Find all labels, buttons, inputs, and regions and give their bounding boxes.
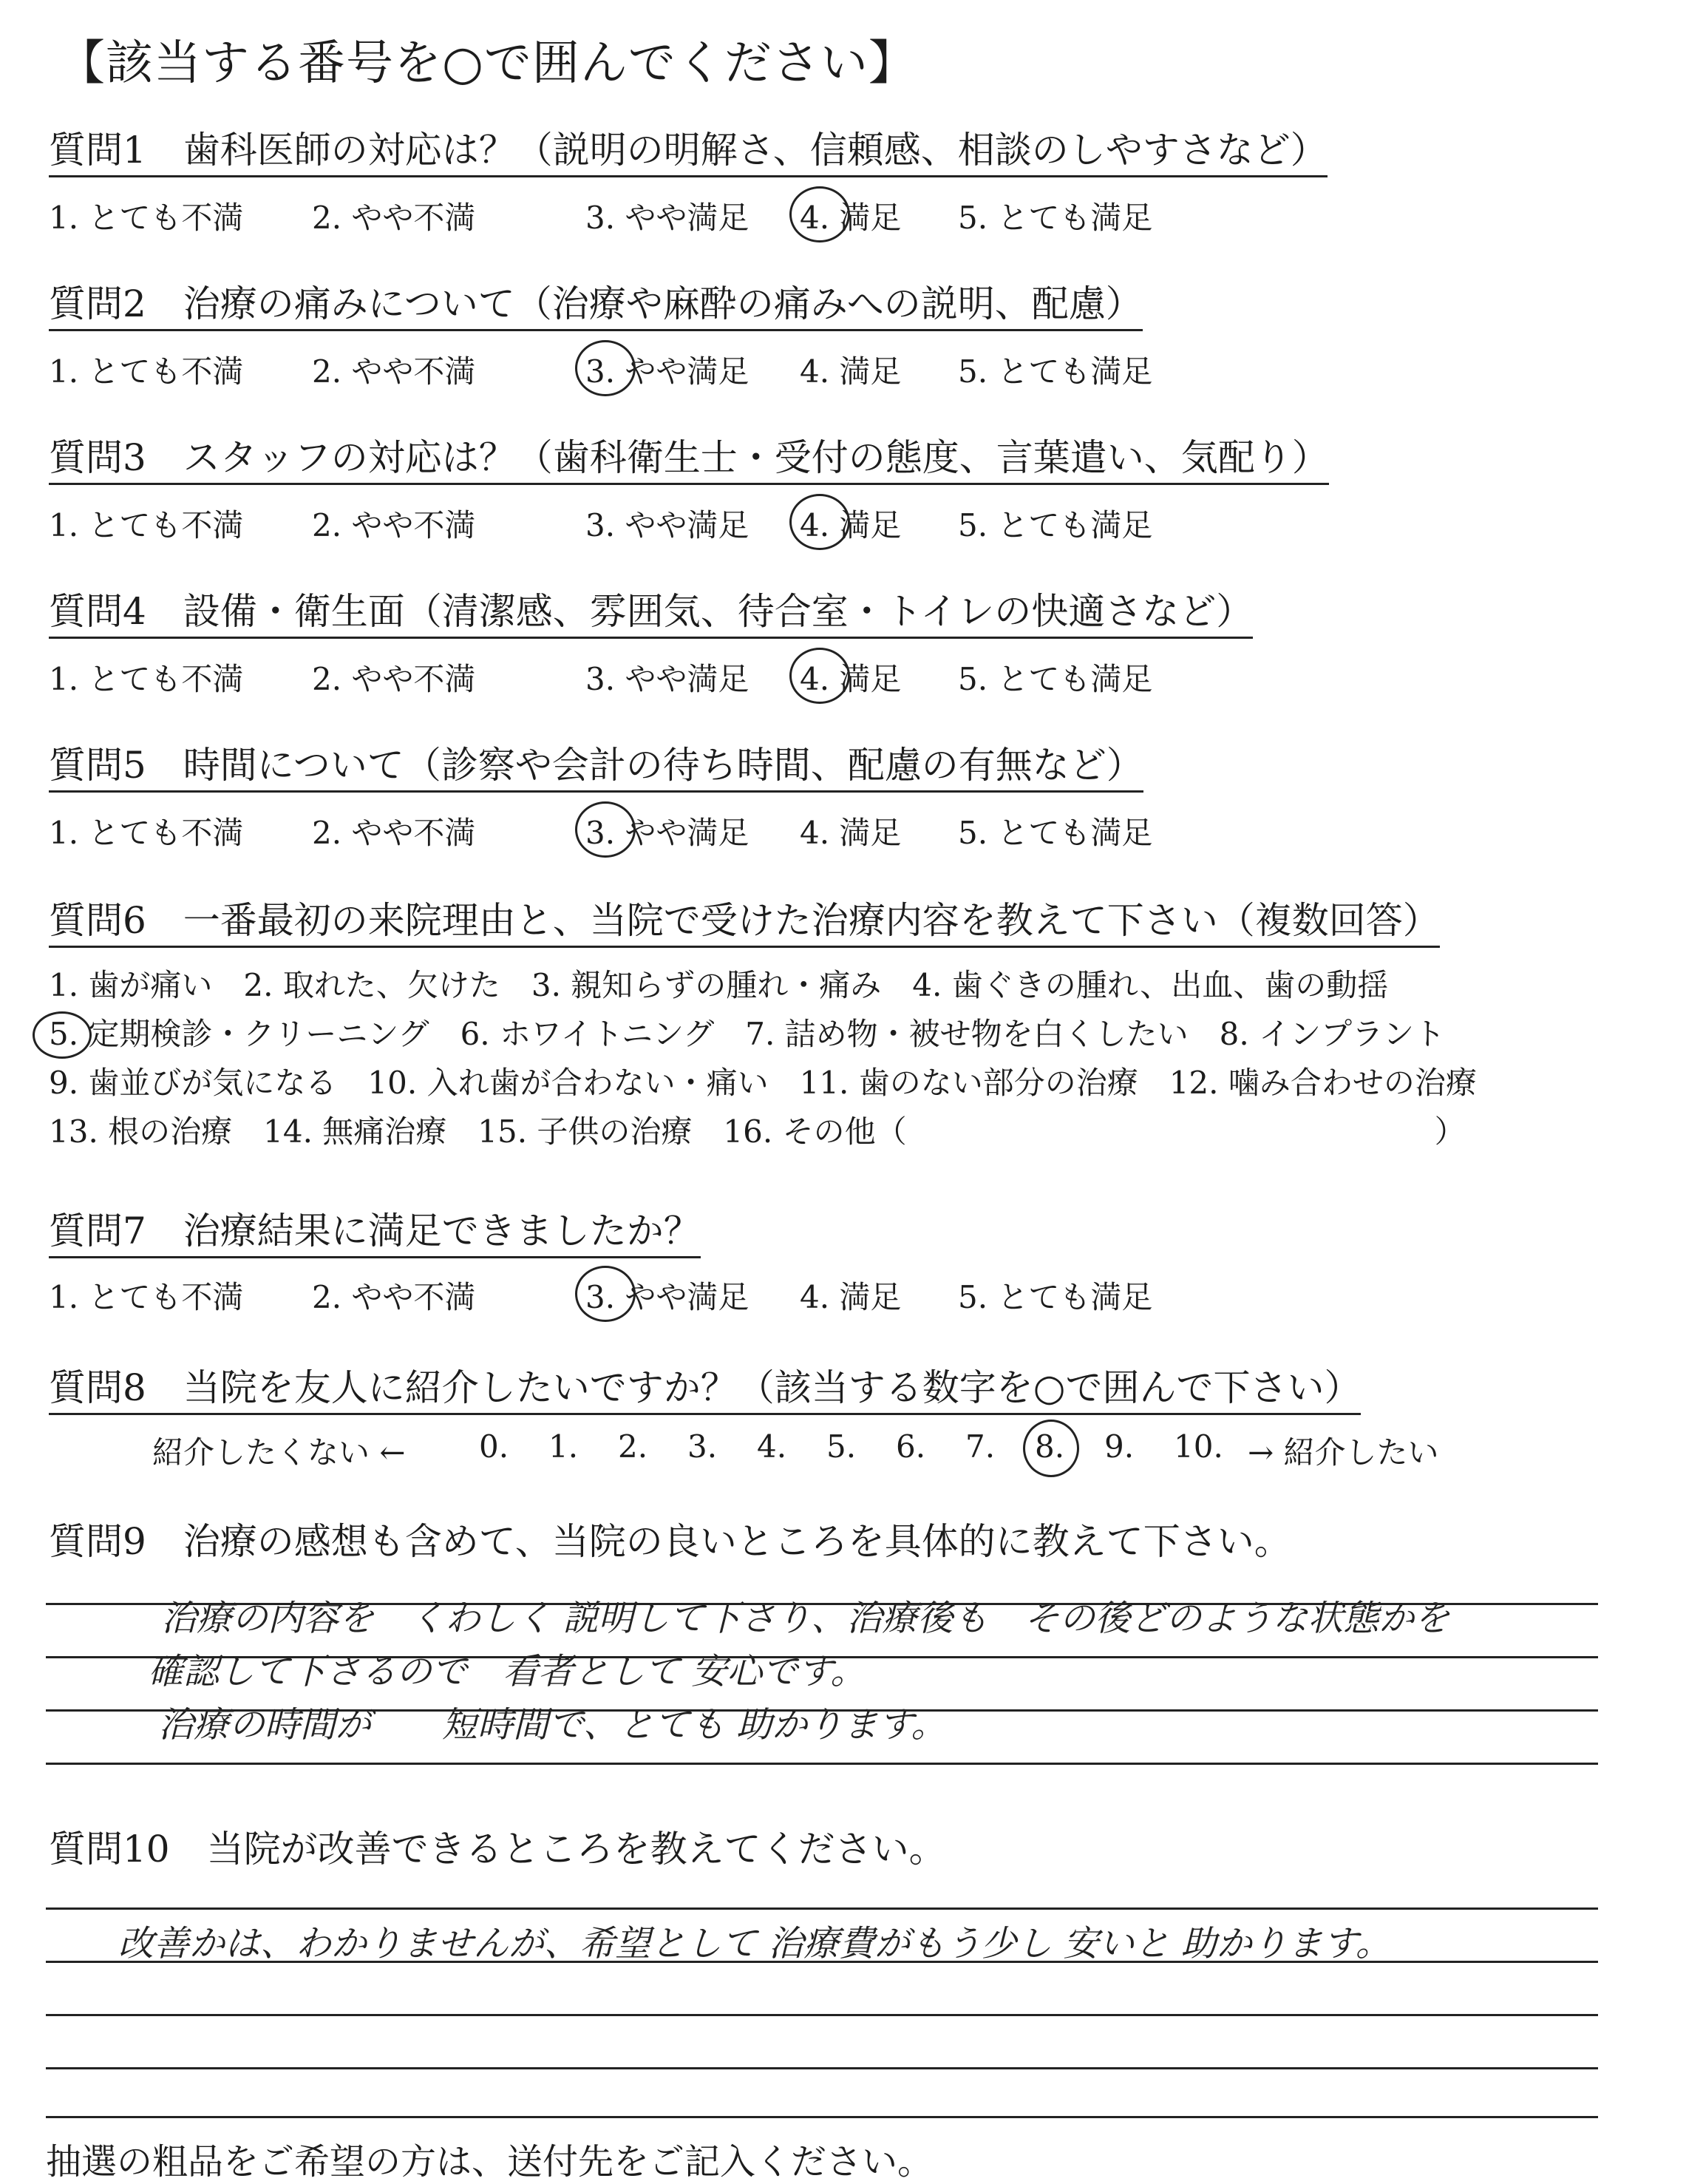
footer-note: 抽選の粗品をご希望の方は、送付先をご記入ください。 (46, 2141, 934, 2183)
q1-options (49, 194, 1231, 238)
q1-option-2[interactable]: 2. やや不満 (312, 200, 476, 236)
q10-line-1 (46, 1907, 1598, 1910)
q4-option-3[interactable]: 3. やや満足 (585, 661, 749, 697)
q8-option-4[interactable]: 4. (757, 1428, 787, 1465)
q1-selection-circle (789, 186, 850, 243)
q6-options-line-1: 1. 歯が痛い 2. 取れた、欠けた 3. 親知らずの腫れ・痛み 4. 歯ぐきの腫れ、出血、歯の動揺 (49, 967, 1389, 1003)
q4-option-5[interactable]: 5. とても満足 (958, 661, 1153, 697)
q1-option-5[interactable]: 5. とても満足 (958, 200, 1153, 236)
q10-label: 質問10 当院が改善できるところを教えてください。 (49, 1828, 946, 1871)
q6-selection-circle (33, 1011, 92, 1059)
q9-line-4 (46, 1763, 1598, 1765)
q9-answer-line-3: 治療の時間が 短時間で、とても 助かります。 (158, 1704, 947, 1746)
q8-option-3[interactable]: 3. (687, 1428, 718, 1465)
q5-selection-circle (575, 801, 636, 858)
q6-label: 質問6 一番最初の来院理由と、当院で受けた治療内容を教えて下さい（複数回答） (49, 901, 1440, 948)
q2-option-3[interactable]: 3. やや満足 (585, 353, 749, 390)
q1-label: 質問1 歯科医師の対応は？（説明の明解さ、信頼感、相談のしやすさなど） (49, 130, 1328, 177)
q4-option-4[interactable]: 4. 満足 (800, 661, 902, 697)
q3-option-2[interactable]: 2. やや不満 (312, 507, 476, 543)
q8-scale (49, 1428, 1527, 1473)
q8-option-1[interactable]: 1. (548, 1428, 579, 1465)
q10-line-4 (46, 2067, 1598, 2069)
q6-options-line-2: 5. 定期検診・クリーニング 6. ホワイトニング 7. 詰め物・被せ物を白くしたい 8. インプラント (49, 1016, 1446, 1052)
q3-option-1[interactable]: 1. とても不満 (49, 507, 244, 543)
q8-selection-circle (1023, 1420, 1079, 1477)
q10-line-5 (46, 2116, 1598, 2118)
q1-option-4[interactable]: 4. 満足 (800, 200, 902, 236)
q9-label: 質問9 治療の感想も含めて、当院の良いところを具体的に教えて下さい。 (49, 1520, 1291, 1563)
q7-option-1[interactable]: 1. とても不満 (49, 1279, 244, 1315)
q2-label: 質問2 治療の痛みについて（治療や麻酔の痛みへの説明、配慮） (49, 284, 1143, 331)
q3-option-4[interactable]: 4. 満足 (800, 507, 902, 543)
q8-label: 質問8 当院を友人に紹介したいですか？（該当する数字を○で囲んで下さい） (49, 1368, 1361, 1415)
q8-option-8[interactable]: 8. (1035, 1428, 1065, 1465)
page-title: 【該当する番号を○で囲んでください】 (58, 36, 917, 91)
q5-option-5[interactable]: 5. とても満足 (958, 815, 1153, 851)
q8-option-10[interactable]: 10. (1174, 1428, 1223, 1465)
q8-option-9[interactable]: 9. (1104, 1428, 1135, 1465)
q8-option-2[interactable]: 2. (618, 1428, 648, 1465)
q5-option-1[interactable]: 1. とても不満 (49, 815, 244, 851)
q5-option-3[interactable]: 3. やや満足 (585, 815, 749, 851)
q8-option-6[interactable]: 6. (896, 1428, 926, 1465)
q5-option-2[interactable]: 2. やや不満 (312, 815, 476, 851)
q5-label: 質問5 時間について（診察や会計の待ち時間、配慮の有無など） (49, 745, 1143, 793)
q8-left-label: 紹介したくない ← (152, 1434, 406, 1471)
q4-label: 質問4 設備・衛生面（清潔感、雰囲気、待合室・トイレの快適さなど） (49, 591, 1253, 639)
q7-option-5[interactable]: 5. とても満足 (958, 1279, 1153, 1315)
q8-option-5[interactable]: 5. (826, 1428, 857, 1465)
q4-option-1[interactable]: 1. とても不満 (49, 661, 244, 697)
q2-selection-circle (575, 340, 636, 396)
q4-options (49, 655, 1231, 699)
q7-options (49, 1273, 1231, 1317)
q4-selection-circle (789, 648, 850, 704)
q3-label: 質問3 スタッフの対応は？（歯科衛生士・受付の態度、言葉遣い、気配り） (49, 438, 1329, 485)
q2-option-1[interactable]: 1. とても不満 (49, 353, 244, 390)
q7-selection-circle (575, 1266, 636, 1322)
q8-option-7[interactable]: 7. (965, 1428, 996, 1465)
q7-option-3[interactable]: 3. やや満足 (585, 1279, 749, 1315)
q3-option-3[interactable]: 3. やや満足 (585, 507, 749, 543)
q7-label: 質問7 治療結果に満足できましたか？ (49, 1211, 701, 1258)
q1-option-3[interactable]: 3. やや満足 (585, 200, 749, 236)
q1-option-1[interactable]: 1. とても不満 (49, 200, 244, 236)
q2-option-4[interactable]: 4. 満足 (800, 353, 902, 390)
q6-options-line-4: 13. 根の治療 14. 無痛治療 15. 子供の治療 16. その他（ ） (49, 1113, 1466, 1150)
q3-options (49, 501, 1231, 546)
q7-option-2[interactable]: 2. やや不満 (312, 1279, 476, 1315)
q9-answer-line-2: 確認して下さるので 看者として 安心です。 (148, 1651, 866, 1692)
q10-line-3 (46, 2014, 1598, 2016)
q6-options-line-3: 9. 歯並びが気になる 10. 入れ歯が合わない・痛い 11. 歯のない部分の治療 12. 噛み合わせの治療 (49, 1065, 1477, 1101)
q5-options (49, 809, 1231, 853)
q5-option-4[interactable]: 4. 満足 (800, 815, 902, 851)
q10-answer-line-1: 改善かは、わかりませんが、希望として 治療費がもう少し 安いと 助かります。 (118, 1923, 1391, 1964)
q3-selection-circle (789, 494, 850, 550)
q8-option-0[interactable]: 0. (479, 1428, 509, 1465)
q2-options (49, 347, 1231, 392)
q9-answer-line-1: 治療の内容を くわしく 説明して下さり、治療後も その後どのような状態かを (161, 1598, 1450, 1639)
q7-option-4[interactable]: 4. 満足 (800, 1279, 902, 1315)
q2-option-5[interactable]: 5. とても満足 (958, 353, 1153, 390)
q8-right-label: → 紹介したい (1248, 1434, 1439, 1471)
q3-option-5[interactable]: 5. とても満足 (958, 507, 1153, 543)
q4-option-2[interactable]: 2. やや不満 (312, 661, 476, 697)
q2-option-2[interactable]: 2. やや不満 (312, 353, 476, 390)
